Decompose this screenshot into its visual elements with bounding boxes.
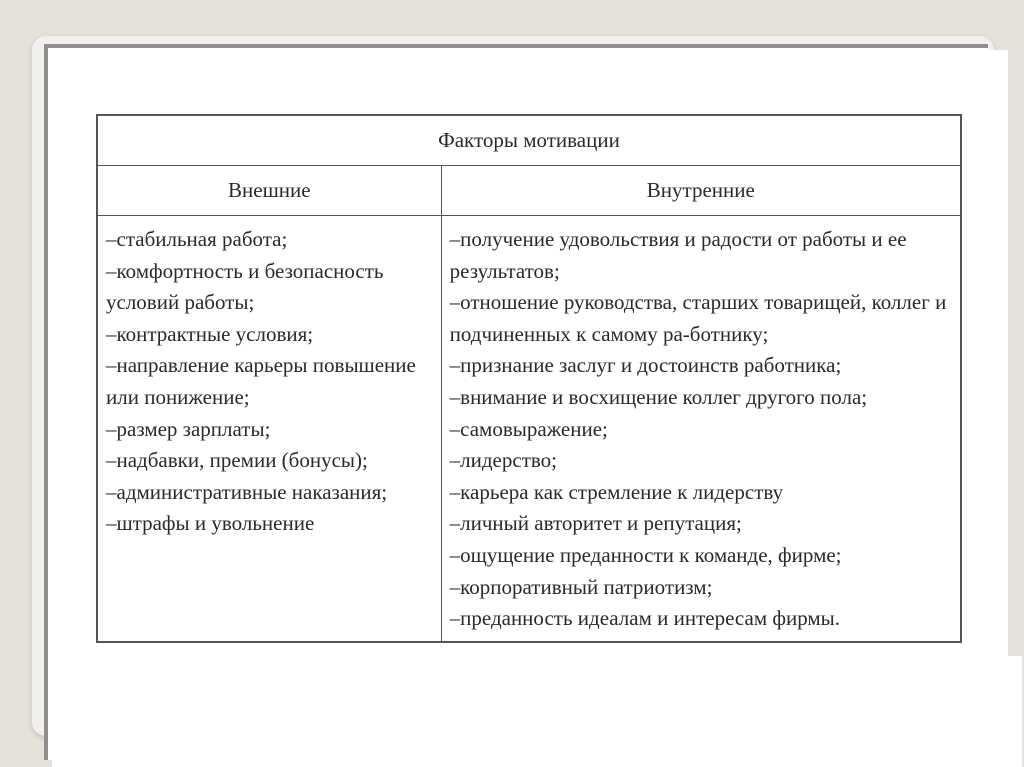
motivation-factors-table <box>96 114 962 643</box>
list-item: –преданность идеалам и интересам фирмы. <box>449 606 841 631</box>
column-header-internal: Внутренние <box>441 166 961 216</box>
list-item: –корпоративный патриотизм; <box>449 574 713 599</box>
list-item: –личный авторитет и репутация; <box>449 511 742 536</box>
list-item: –карьера как стремление к лидерству <box>449 479 784 504</box>
slide-bottom <box>52 656 1022 767</box>
list-item: –стабильная работа; <box>106 227 288 251</box>
list-item: –контрактные условия; <box>106 321 314 346</box>
list-item: –направление карьеры повышение или понижение; <box>106 353 416 409</box>
list-item: –штрафы и увольнение <box>106 511 315 536</box>
list-item: –внимание и восхищение коллег другого пола; <box>449 384 868 409</box>
list-item: –лидерство; <box>449 448 557 473</box>
column-header-external: Внешние <box>97 166 441 216</box>
list-item: –надбавки, премии (бонусы); <box>106 448 368 473</box>
list-item: –ощущение преданности к команде, фирме; <box>449 542 842 567</box>
content-row <box>97 216 961 642</box>
list-item: –комфортность и безопасность условий работы; <box>106 258 384 315</box>
list-item: –самовыражение; <box>449 416 608 441</box>
external-factors-cell <box>97 216 441 642</box>
list-item: –размер зарплаты; <box>106 416 271 441</box>
header-row <box>97 166 961 216</box>
title-row <box>97 115 961 166</box>
list-item: –получение удовольствия и радости от работы и ее результатов; <box>449 227 907 283</box>
table-title: Факторы мотивации <box>97 115 961 166</box>
list-item: –отношение руководства, старших товарищей, коллег и подчиненных к самому ра-ботнику; <box>449 290 947 346</box>
list-item: –признание заслуг и достоинств работника; <box>449 353 842 378</box>
list-item: –административные наказания; <box>106 479 388 504</box>
internal-factors-cell <box>441 216 961 642</box>
